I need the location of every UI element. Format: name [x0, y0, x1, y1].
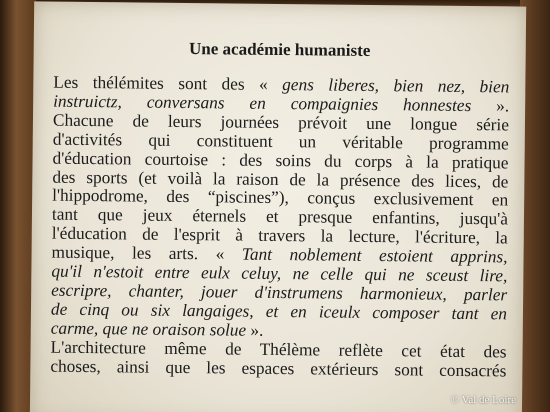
- text-segment: ».: [246, 320, 264, 340]
- italic-quote-segment: de cinq ou six langaiges, et en iceulx composer tant en: [50, 299, 508, 324]
- paper-sheet: [30, 1, 526, 412]
- italic-quote-segment: gens liberes, bien nez, bien: [282, 75, 510, 97]
- text-segment: Chacune de leurs journées prévoit une longue série: [52, 110, 510, 135]
- text-line: [50, 357, 506, 381]
- document-title: Une académie humaniste: [188, 39, 371, 60]
- text-segment: Les thélémites sont des «: [53, 72, 283, 95]
- text-segment: des sports (et voilà la raison de la présence des lices, de: [52, 167, 509, 191]
- text-segment: tant que jeux éternels et presque enfantins, jusqu'à: [51, 204, 509, 229]
- document-body: [50, 74, 509, 381]
- text-segment: choses, ainsi que les espaces extérieurs sont consacrés: [50, 356, 507, 380]
- italic-quote-segment: escripre, chanter, jouer d'instrumens harmonieux, parler: [51, 280, 508, 305]
- italic-quote-segment: carme, que ne oraison solue: [50, 318, 247, 340]
- italic-quote-segment: Tant noblement estoient apprins,: [241, 244, 508, 267]
- photo-watermark: © Val de Loire: [450, 394, 516, 406]
- text-segment: musique, les arts. «: [51, 242, 242, 264]
- italic-quote-segment: instruictz, conversans en compaignies honnestes: [53, 91, 472, 115]
- text-segment: l'éducation de l'esprit à travers la lecture, l'écriture, la: [51, 223, 508, 248]
- italic-quote-segment: qu'il n'estoit entre eulx celuy, ne celle qui ne sceust lire,: [51, 261, 508, 286]
- text-segment: L'architecture même de Thélème reflète cet état des: [50, 337, 507, 362]
- text-segment: d'activités qui constituent un véritable programme: [52, 129, 509, 154]
- text-segment: ».: [471, 95, 510, 116]
- text-segment: l'hippodrome, des “piscines”), conçus exclusivement en: [52, 186, 509, 210]
- text-segment: d'éducation courtoise : des soins du corps à la pratique: [52, 148, 509, 173]
